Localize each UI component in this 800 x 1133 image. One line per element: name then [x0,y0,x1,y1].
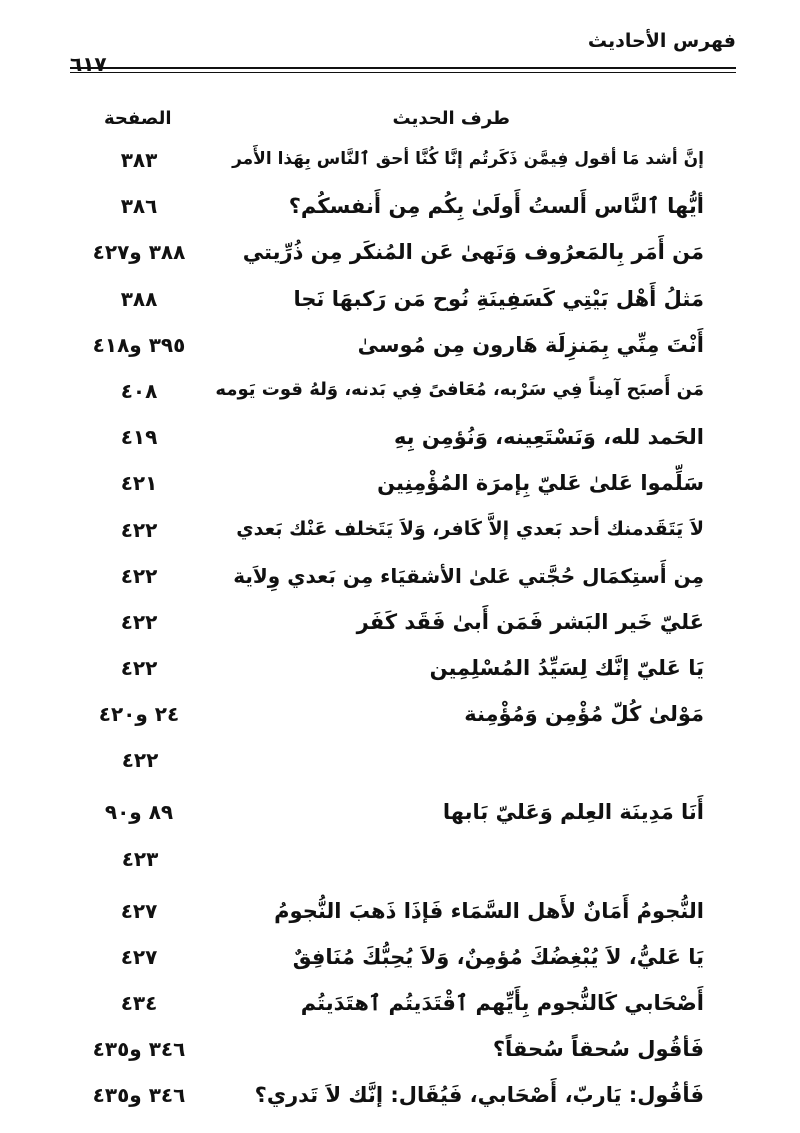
index-entry [0,696,800,742]
hadith-text: عَليّ خَير البَشر فَمَن أَبىٰ فَقَد كَفَر [356,609,704,634]
index-entry [0,234,800,280]
page-reference: ٣٤٦ و٤٣٥ [92,1083,186,1108]
page-reference: ٤٢٢ [120,563,158,588]
page-reference-extra: ٤٢٢ [121,748,159,773]
hadith-text: لاَ يَتَقَدمنك أحد بَعدي إلاَّ كَافر، وَلاَ يَتَخلف عَنْك بَعدي [236,517,704,540]
hadith-text: أَنَا مَدِينَة العِلم وَعَليّ بَابها [442,800,704,825]
hadith-text: مَثلُ أَهْل بَيْتِي كَسَفِينَةِ نُوح مَن رَكبهَا نَجا [293,286,704,311]
page-reference: ٣٤٦ و٤٣٥ [92,1037,186,1062]
header-rule-thin [70,72,736,73]
page-reference: ٣٨٨ [120,286,158,311]
hadith-text: فَأقُول: يَاربّ، أَصْحَابي، فَيُقَال: إنَّك لاَ تَدري؟ [254,1083,704,1108]
hadith-text: إنَّ أشد مَا أقول فِيمَّن ذَكَرتُم إنَّا كُنَّا أحق ٱلنَّاس بِهَذا الأَمر [232,149,704,169]
column-header-page: الصفحة [104,108,172,129]
hadith-text: مَن أَمَر بِالمَعرُوف وَنَهىٰ عَن المُنكَر مِن ذُرِّيتي [242,240,704,265]
hadith-index-list [0,142,800,1124]
page-reference-extra: ٤٢٣ [121,846,159,871]
index-entry [0,650,800,696]
running-title: فهرس الأحاديث [587,30,736,52]
page-reference: ٤٢١ [120,471,158,496]
header-rule-thick [70,67,736,69]
index-entry [0,188,800,234]
entry-spacer [0,784,800,794]
hadith-text: النُّجومُ أَمَانٌ لأَهل السَّمَاء فَإذَا ذَهبَ النُّجومُ [274,898,704,923]
index-entry [0,893,800,939]
index-entry-continuation [0,742,800,784]
index-entry [0,985,800,1031]
page-reference: ٨٩ و٩٠ [104,800,174,825]
page-reference: ٣٨٦ [120,194,158,219]
page-reference: ٤٢٢ [120,609,158,634]
index-entry [0,604,800,650]
page-reference: ٤٢٧ [120,944,158,969]
hadith-text: يَا عَليُّ، لاَ يُبْغِضُكَ مُؤمِنٌ، وَلاَ يُحِبُّكَ مُنَافِقٌ [292,944,704,969]
hadith-text: مَوْلىٰ كُلّ مُؤْمِن وَمُؤْمِنة [464,702,704,727]
page-reference: ٤١٩ [120,425,158,450]
page-reference: ٣٨٣ [120,148,158,172]
index-entry-continuation [0,841,800,883]
hadith-text: سَلِّموا عَلىٰ عَليّ بِإمرَة المُؤْمِنِين [377,471,704,496]
index-entry [0,1031,800,1077]
hadith-text: الحَمد لله، وَنَسْتَعِينه، وَنُؤمِن بِهِ [393,425,704,450]
hadith-text: يَا عَليّ إنَّك لِسَيِّدُ المُسْلِمِين [429,656,704,681]
index-entry [0,465,800,511]
hadith-text: أَنْتَ مِنِّي بِمَنزِلَة هَارون مِن مُوسىٰ [357,332,704,357]
hadith-text: فَأقُول سُحقاً سُحقاً؟ [492,1037,704,1062]
page-number: ٦١٧ [70,52,107,76]
page-reference: ٤٢٢ [120,517,158,542]
hadith-text: مِن أَستِكمَال حُجَّتي عَلىٰ الأشقيَاء مِن بَعدي وِلاَية [233,563,704,588]
index-entry [0,558,800,604]
index-entry [0,794,800,840]
entry-spacer [0,883,800,893]
hadith-text: أَصْحَابي كَالنُّجوم بِأَيِّهم ٱقْتَدَيتُم ٱهتَدَيتُم [300,991,704,1015]
hadith-text: مَن أَصبَح آمِناً فِي سَرْبه، مُعَافىً فِي بَدنه، وَلهُ قوت يَومه [215,378,704,400]
page-reference: ٢٤ و٤٢٠ [98,702,180,727]
index-entry [0,373,800,419]
index-entry [0,142,800,188]
index-entry [0,327,800,373]
page-reference: ٤٣٤ [120,991,158,1015]
page-reference: ٤٠٨ [120,378,158,403]
index-entry [0,1077,800,1123]
index-entry [0,281,800,327]
page-reference: ٣٨٨ و٤٢٧ [92,240,186,265]
page-reference: ٤٢٢ [120,656,158,681]
index-entry [0,419,800,465]
column-header-hadith: طرف الحديث [392,108,510,129]
page-reference: ٣٩٥ و٤١٨ [92,332,186,357]
index-entry [0,939,800,985]
hadith-text: أيُّها ٱلنَّاس أَلستُ أَولَىٰ بِكُم مِن أَنفسكُم؟ [288,194,704,219]
page-reference: ٤٢٧ [120,898,158,923]
page-header [70,24,736,76]
index-entry [0,512,800,558]
